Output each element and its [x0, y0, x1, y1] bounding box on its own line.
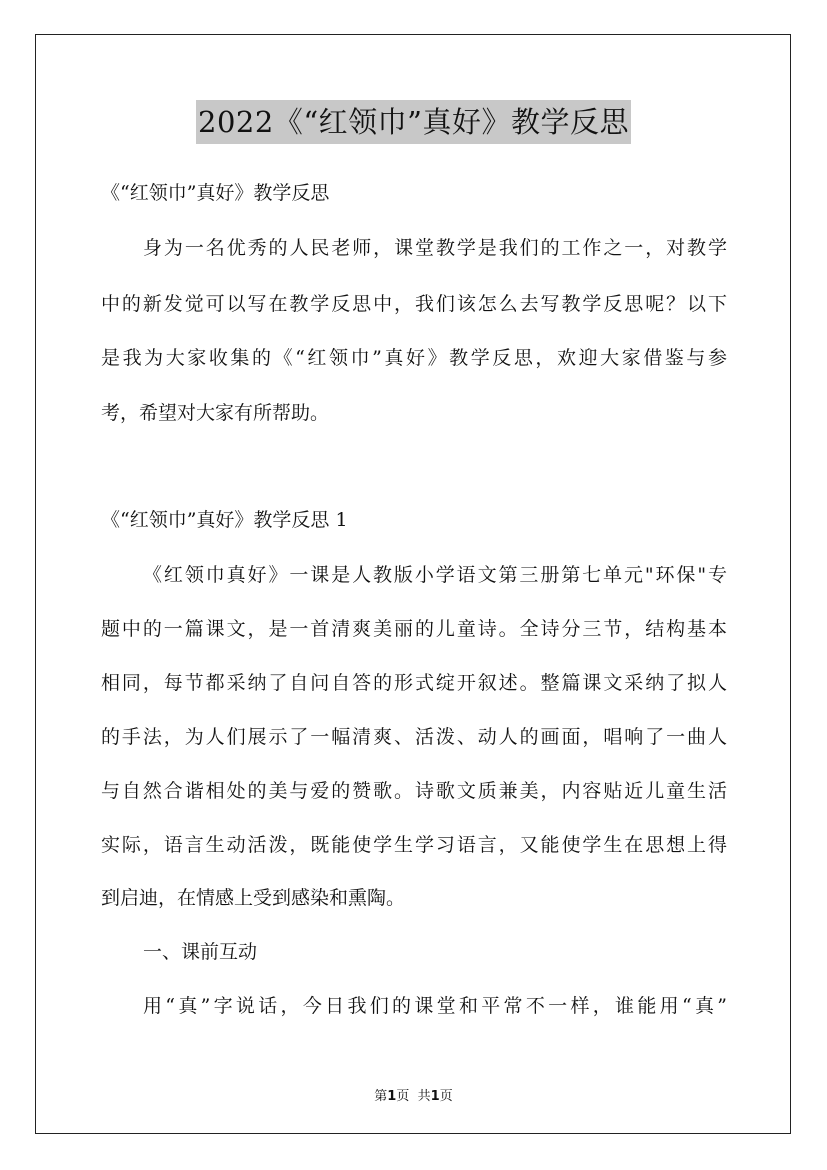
section-heading: 《“红领巾”真好》教学反思 1 [101, 509, 348, 531]
page-footer [0, 1085, 827, 1104]
section-line: 相同，每节都采纳了自问自答的形式绽开叙述。整篇课文采纳了拟人 [101, 672, 727, 694]
intro-line: 身为一名优秀的人民老师，课堂教学是我们的工作之一，对教学 [143, 237, 727, 259]
subheading: 一、课前互动 [143, 941, 258, 963]
section-line: 与自然合谐相处的美与爱的赞歌。诗歌文质兼美，内容贴近儿童生活 [101, 780, 727, 802]
intro-line: 考，希望对大家有所帮助。 [101, 402, 330, 424]
document-title-wrap [0, 100, 827, 144]
total-unit: 页 [439, 1089, 453, 1104]
subtitle: 《“红领巾”真好》教学反思 [101, 182, 330, 204]
document-title: 2022《“红领巾”真好》教学反思 [196, 100, 631, 144]
page-total: 1 [430, 1089, 440, 1104]
activity-line: 用“真”字说话，今日我们的课堂和平常不一样，谁能用“真” [143, 995, 727, 1017]
intro-line: 中的新发觉可以写在教学反思中，我们该怎么去写教学反思呢？以下 [101, 293, 727, 315]
total-prefix: 共 [417, 1089, 431, 1104]
page-unit: 页 [396, 1089, 410, 1104]
section-line: 实际，语言生动活泼，既能使学生学习语言，又能使学生在思想上得 [101, 834, 727, 856]
intro-line: 是我为大家收集的《“红领巾”真好》教学反思，欢迎大家借鉴与参 [101, 347, 727, 369]
section-line: 《红领巾真好》一课是人教版小学语文第三册第七单元"环保"专 [143, 564, 727, 586]
section-line: 题中的一篇课文，是一首清爽美丽的儿童诗。全诗分三节，结构基本 [101, 618, 727, 640]
page-prefix: 第 [374, 1089, 388, 1104]
section-line: 的手法，为人们展示了一幅清爽、活泼、动人的画面，唱响了一曲人 [101, 726, 727, 748]
section-line: 到启迪，在情感上受到感染和熏陶。 [101, 887, 406, 909]
page-current: 1 [387, 1089, 397, 1104]
